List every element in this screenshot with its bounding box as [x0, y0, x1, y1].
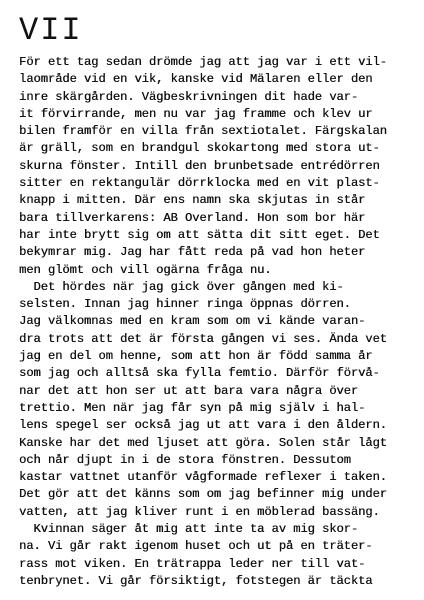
text-line: Det hördes när jag gick över gången med ki- — [19, 279, 344, 294]
text-line: som jag och alltså ska fylla femtio. Därför förvå- — [19, 366, 380, 381]
text-line: knapp i mitten. Där ens namn ska skjutas in står — [19, 193, 366, 208]
text-line: inre skärgården. Vägbeskrivningen dit hade var- — [19, 89, 359, 104]
text-line: bekymrar mig. Jag har fått reda på vad hon heter — [19, 245, 366, 260]
text-line: vatten, att jag kliver runt i en möblerad bassäng. — [19, 504, 380, 519]
text-line: lens spegel ser också jag ut att vara i den åldern. — [19, 418, 387, 433]
text-line: laområde vid en vik, kanske vid Mälaren eller den — [19, 72, 373, 87]
text-line: it förvirrande, men nu var jag framme och klev ur — [19, 106, 373, 121]
text-line: Kanske har det med ljuset att göra. Solen står lågt — [19, 435, 387, 450]
text-line: men glömt och vill ogärna fråga nu. — [19, 262, 272, 277]
chapter-heading: VII — [19, 12, 83, 49]
text-line: jag en del om henne, som att hon är född samma år — [19, 349, 373, 364]
text-line: har inte brytt sig om att sätta dit sitt eget. Det — [19, 227, 380, 242]
text-line: selsten. Innan jag hinner ringa öppnas dörren. — [19, 297, 351, 312]
text-line: kastar vattnet utanför vågformade reflexer i taken. — [19, 470, 387, 485]
body-text — [19, 54, 411, 590]
text-line: bara tillverkarens: AB Overland. Hon som bor här — [19, 210, 366, 225]
text-line: sitter en rektangulär dörrklocka med en vit plast- — [19, 176, 380, 191]
text-line: Jag välkomnas med en kram som om vi kände varan- — [19, 314, 366, 329]
text-line: För ett tag sedan drömde jag att jag var i ett vil- — [19, 55, 387, 69]
text-line: na. Vi går rakt igenom huset och ut på en träter- — [19, 539, 373, 554]
text-line: är gräll, som en brandgul skokartong med stora ut- — [19, 141, 380, 156]
text-line: dra trots att det är första gången vi ses. Ända vet — [19, 331, 387, 346]
text-line: rass mot viken. En trätrappa leder ner till vat- — [19, 556, 366, 571]
text-line: och når djupt in i de stora fönstren. Dessutom — [19, 452, 351, 467]
text-line: skurna fönster. Intill den brunbetsade entrédörren — [19, 158, 380, 173]
text-line: Det gör att det känns som om jag befinner mig under — [19, 487, 387, 502]
text-line: trettio. Men när jag får syn på mig själv i hal- — [19, 400, 366, 415]
text-line: bilen framför en villa från sextiotalet. Färgskalan — [19, 124, 387, 139]
text-line: Kvinnan säger åt mig att inte ta av mig skor- — [19, 522, 359, 537]
text-line: tenbrynet. Vi går försiktigt, fotstegen är täckta — [19, 573, 373, 588]
text-line: nar det att hon ser ut att bara vara några över — [19, 383, 359, 398]
